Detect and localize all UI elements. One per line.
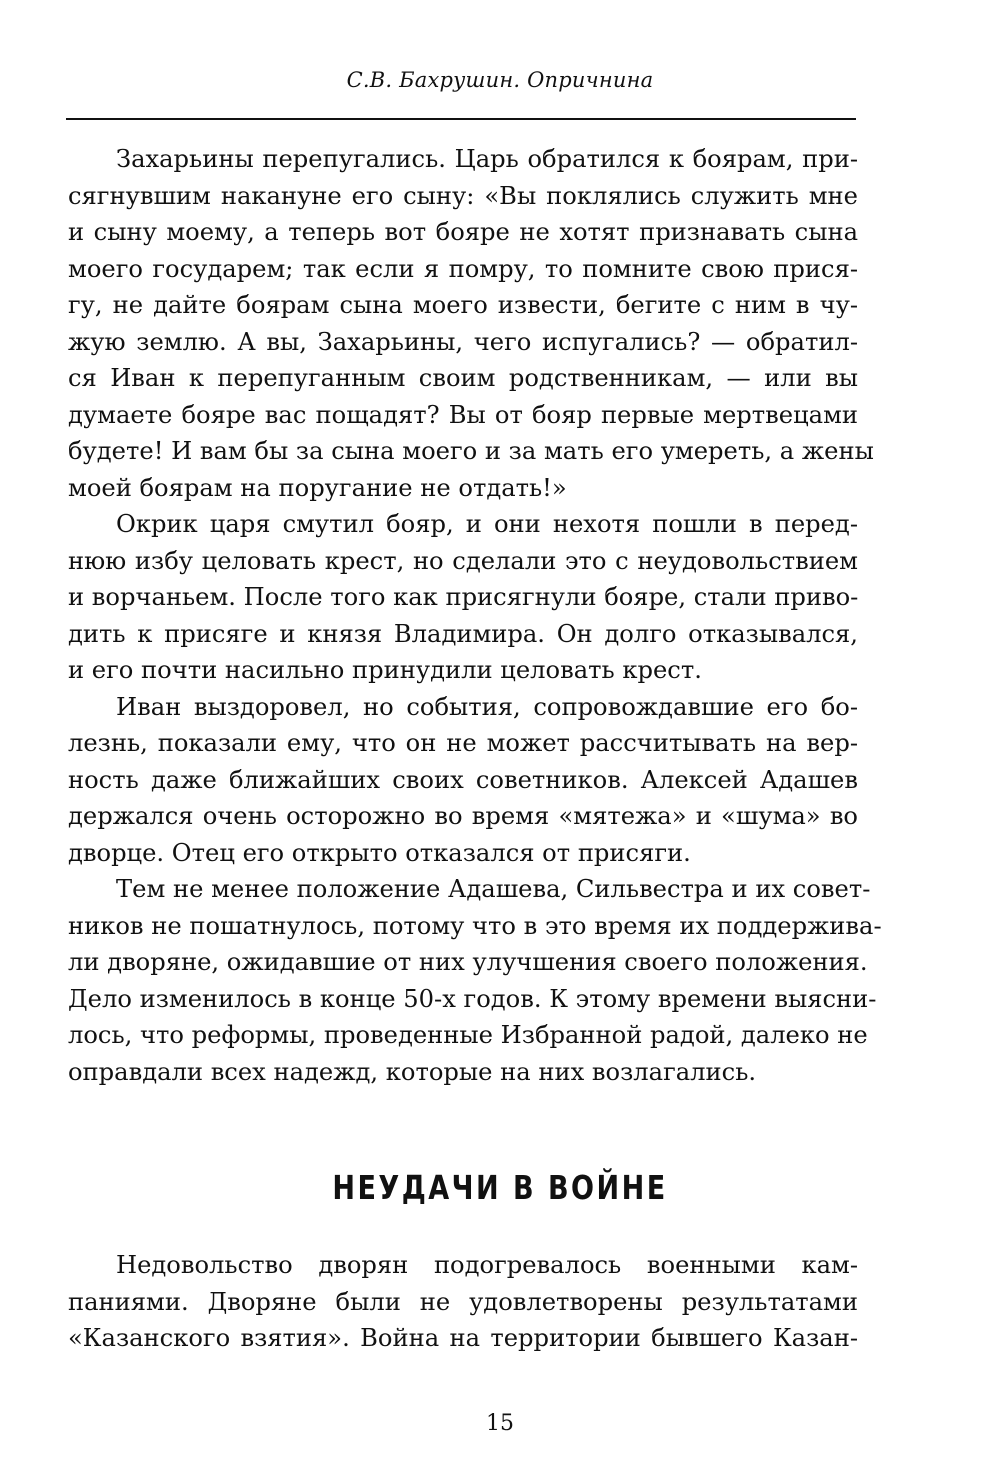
text-line: ся Иван к перепуганным своим родственникам, — или вы (68, 364, 858, 392)
text-line: сягнувшим накануне его сыну: «Вы поклялись служить мне (68, 181, 858, 210)
text-line: и его почти насильно принудили целовать крест. (68, 656, 702, 684)
text-line: и сыну моему, а теперь вот бояре не хотят признавать сына (68, 218, 858, 246)
text-line: Иван выздоровел, но события, сопровождавшие его бо- (116, 692, 858, 721)
text-line: Недовольство дворян подогревалось военными кам- (116, 1251, 858, 1279)
text-line: и ворчаньем. После того как присягнули бояре, стали приво- (68, 583, 859, 611)
text-line: лось, что реформы, проведенные Избранной радой, далеко не (68, 1021, 868, 1049)
text-line: Окрик царя смутил бояр, и они нехотя пошли в перед- (116, 510, 858, 538)
text-line: паниями. Дворяне были не удовлетворены результатами (68, 1287, 858, 1316)
header-divider (66, 118, 856, 120)
body-text (68, 141, 882, 1090)
text-line: оправдали всех надежд, которые на них возлагались. (68, 1057, 757, 1086)
text-line: нюю избу целовать крест, но сделали это с неудовольствием (68, 546, 858, 575)
text-line: жую землю. А вы, Захарьины, чего испугались? — обратил- (68, 327, 858, 356)
text-line: гу, не дайте боярам сына моего извести, бегите с ним в чу- (68, 291, 858, 319)
text-line: Захарьины перепугались. Царь обратился к боярам, при- (116, 145, 858, 173)
running-head: С.В. Бахрушин. Опричнина (346, 68, 654, 92)
text-line: Дело изменилось в конце 50-х годов. К этому времени выясни- (68, 984, 877, 1013)
text-line: лезнь, показали ему, что он не может рассчитывать на вер- (68, 729, 858, 757)
section-title: НЕУДАЧИ В ВОЙНЕ (332, 1168, 668, 1207)
page-number: 15 (486, 1411, 514, 1436)
text-line: моей боярам на поругание не отдать!» (68, 473, 567, 502)
text-line: моего государем; так если я помру, то помните свою прися- (68, 254, 858, 283)
text-line: ников не пошатнулось, потому что в это время их поддержива- (68, 911, 882, 940)
text-line: дить к присяге и князя Владимира. Он долго отказывался, (68, 619, 858, 648)
text-line: держался очень осторожно во время «мятежа» и «шума» во (68, 802, 858, 830)
text-line: ли дворяне, ожидавшие от них улучшения своего положения. (68, 948, 868, 976)
text-line: Тем не менее положение Адашева, Сильвестра и их совет- (116, 875, 871, 903)
text-line: дворце. Отец его открыто отказался от присяги. (68, 838, 691, 867)
text-line: думаете бояре вас пощадят? Вы от бояр первые мертвецами (68, 400, 858, 429)
text-line: будете! И вам бы за сына моего и за мать его умереть, а жены (68, 437, 874, 465)
text-line: «Казанского взятия». Война на территории бывшего Казан- (68, 1324, 858, 1352)
section-body-text (68, 1247, 858, 1357)
text-line: ность даже ближайших своих советников. Алексей Адашев (68, 765, 858, 794)
